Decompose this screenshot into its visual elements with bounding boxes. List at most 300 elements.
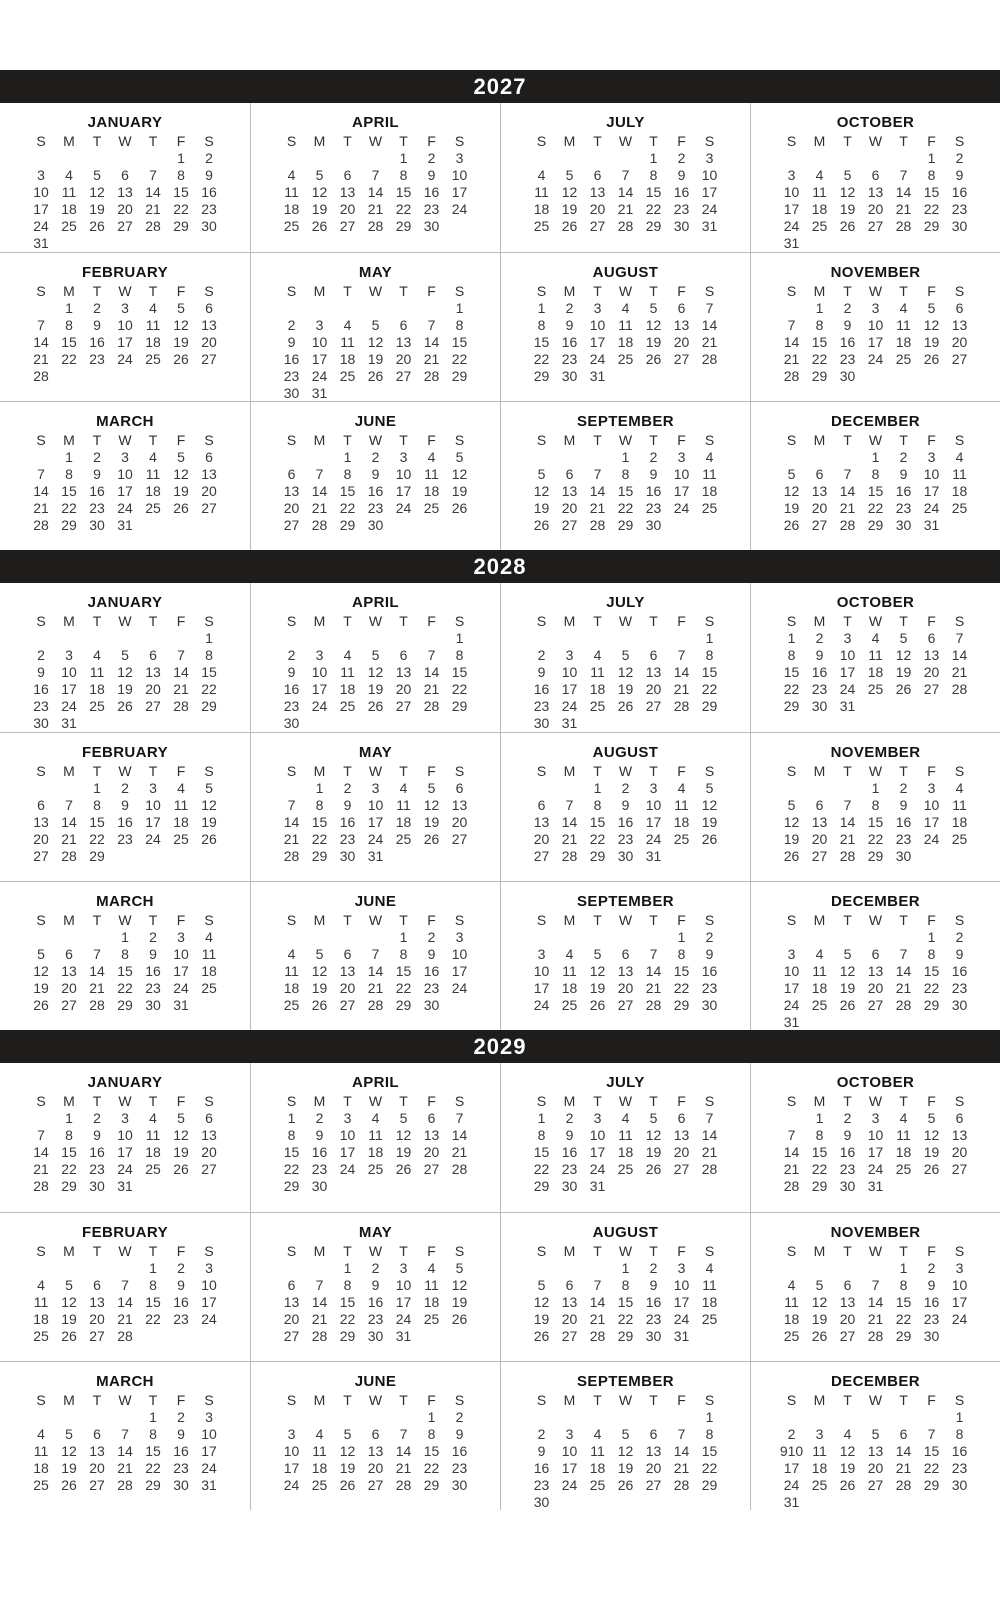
day-cell: 19 bbox=[839, 1460, 856, 1476]
day-cell: 23 bbox=[895, 831, 912, 847]
day-cell: 21 bbox=[145, 201, 161, 217]
day-cell: 7 bbox=[315, 1277, 324, 1293]
day-cell: 8 bbox=[621, 1277, 630, 1293]
day-cell-empty bbox=[696, 715, 724, 732]
day-cell: 30 bbox=[33, 715, 49, 731]
day-cell: 2 bbox=[455, 1409, 464, 1425]
day-cell: 14 bbox=[33, 1144, 49, 1160]
day-cell-empty bbox=[111, 235, 139, 252]
day-cell: 5 bbox=[787, 466, 796, 482]
weekday-header: F bbox=[176, 912, 186, 928]
day-cell: 27 bbox=[367, 1477, 384, 1493]
day-cell: 4 bbox=[899, 1110, 908, 1126]
day-cell: 30 bbox=[923, 1328, 940, 1344]
day-cell: 4 bbox=[37, 1277, 45, 1293]
day-cell: 4 bbox=[93, 647, 101, 663]
day-cell: 9 bbox=[149, 946, 157, 962]
day-cell: 30 bbox=[89, 1178, 105, 1194]
day-cell: 11 bbox=[618, 1127, 633, 1143]
day-cell: 9 bbox=[677, 167, 686, 183]
day-cell: 6 bbox=[343, 167, 352, 183]
weekday-header: F bbox=[427, 133, 436, 149]
day-cell: 5 bbox=[371, 647, 380, 663]
day-cell: 13 bbox=[867, 184, 884, 200]
day-cell-empty bbox=[55, 150, 83, 167]
day-cell: 2 bbox=[177, 1409, 185, 1425]
weekday-header: S bbox=[536, 432, 547, 448]
day-cell: 6 bbox=[815, 466, 824, 482]
day-cell: 23 bbox=[839, 351, 856, 367]
day-cell-empty bbox=[27, 780, 55, 797]
day-cell: 28 bbox=[867, 1328, 884, 1344]
day-cell: 3 bbox=[927, 780, 936, 796]
day-cell: 10 bbox=[201, 1426, 217, 1442]
weekday-header: T bbox=[899, 763, 908, 779]
day-cell-empty bbox=[890, 1409, 918, 1426]
day-cell: 9 bbox=[177, 1277, 185, 1293]
day-cell: 8 bbox=[399, 946, 408, 962]
day-cell: 24 bbox=[451, 201, 468, 217]
day-cell: 7 bbox=[927, 1426, 936, 1442]
day-cell: 11 bbox=[590, 664, 605, 680]
day-cell: 13 bbox=[339, 963, 356, 979]
day-cell: 9 bbox=[565, 317, 574, 333]
day-cell: 8 bbox=[537, 317, 546, 333]
day-cell: 25 bbox=[589, 698, 606, 714]
day-cell-empty bbox=[806, 1409, 834, 1426]
day-cell: 29 bbox=[339, 1328, 356, 1344]
day-cell: 5 bbox=[455, 1260, 464, 1276]
day-cell: 28 bbox=[895, 1477, 912, 1493]
day-cell: 29 bbox=[451, 698, 468, 714]
day-cell: 26 bbox=[367, 698, 384, 714]
day-cell: 21 bbox=[589, 500, 606, 516]
day-cell: 30 bbox=[367, 1328, 384, 1344]
day-cell: 1 bbox=[927, 929, 936, 945]
day-cell: 26 bbox=[173, 500, 189, 516]
day-cell: 12 bbox=[645, 1127, 662, 1143]
day-cell: 12 bbox=[617, 1443, 634, 1459]
day-cell: 13 bbox=[339, 184, 356, 200]
day-cell: 29 bbox=[173, 218, 189, 234]
day-cell: 29 bbox=[283, 1178, 300, 1194]
day-cell: 16 bbox=[533, 681, 550, 697]
day-cell: 1 bbox=[593, 780, 602, 796]
day-cell: 6 bbox=[427, 1110, 436, 1126]
day-cell-empty bbox=[862, 150, 890, 167]
month-title: AUGUST bbox=[592, 264, 659, 281]
day-cell: 22 bbox=[61, 500, 77, 516]
day-cell: 13 bbox=[589, 184, 606, 200]
day-cell: 17 bbox=[311, 681, 328, 697]
year-label: 2028 bbox=[473, 553, 527, 579]
day-cell: 1 bbox=[871, 449, 880, 465]
day-cell: 4 bbox=[815, 946, 824, 962]
day-cell: 26 bbox=[339, 1477, 356, 1493]
day-cell: 28 bbox=[173, 698, 189, 714]
day-cell-empty bbox=[195, 715, 223, 732]
day-cell: 3 bbox=[121, 449, 129, 465]
day-cell: 22 bbox=[339, 1311, 356, 1327]
day-cell: 24 bbox=[645, 831, 662, 847]
day-cell: 5 bbox=[927, 300, 936, 316]
day-cell: 10 bbox=[923, 797, 940, 813]
day-cell: 20 bbox=[201, 334, 217, 350]
day-cell: 19 bbox=[89, 201, 105, 217]
month-title: JUNE bbox=[354, 893, 397, 910]
weekday-header: M bbox=[563, 912, 576, 928]
day-cell: 7 bbox=[121, 1426, 129, 1442]
month-block bbox=[250, 583, 500, 732]
day-cell-empty bbox=[806, 1494, 834, 1511]
day-cell: 12 bbox=[395, 1127, 412, 1143]
day-cell-empty bbox=[306, 630, 334, 647]
day-cell: 9 bbox=[565, 1127, 574, 1143]
day-cell: 22 bbox=[645, 201, 662, 217]
day-cell: 2 bbox=[787, 1426, 796, 1442]
day-cell-empty bbox=[946, 1178, 974, 1195]
weekday-header: T bbox=[649, 613, 658, 629]
day-cell-empty bbox=[278, 150, 306, 167]
weekday-header: S bbox=[704, 1093, 715, 1109]
day-cell-empty bbox=[362, 929, 390, 946]
day-cell: 19 bbox=[423, 814, 440, 830]
day-cell: 29 bbox=[61, 1178, 77, 1194]
day-cell: 29 bbox=[673, 997, 690, 1013]
day-cell: 18 bbox=[61, 201, 77, 217]
day-cell: 21 bbox=[561, 831, 578, 847]
weekday-header: T bbox=[399, 283, 408, 299]
day-cell: 17 bbox=[783, 980, 800, 996]
day-cell-empty bbox=[918, 848, 946, 865]
day-cell: 19 bbox=[311, 201, 328, 217]
day-cell-empty bbox=[55, 1409, 83, 1426]
day-cell-empty bbox=[195, 368, 223, 385]
weekday-header: T bbox=[649, 1243, 658, 1259]
day-cell: 28 bbox=[33, 1178, 49, 1194]
weekday-header: F bbox=[176, 432, 186, 448]
day-cell: 22 bbox=[283, 1161, 300, 1177]
day-cell: 16 bbox=[173, 1294, 189, 1310]
day-cell: 29 bbox=[923, 1477, 940, 1493]
day-cell: 12 bbox=[617, 664, 634, 680]
weekday-header: S bbox=[954, 1392, 965, 1408]
day-cell: 30 bbox=[951, 218, 968, 234]
day-cell: 28 bbox=[589, 1328, 606, 1344]
day-cell: 18 bbox=[867, 664, 884, 680]
day-cell: 4 bbox=[705, 449, 714, 465]
day-cell: 2 bbox=[93, 300, 101, 316]
day-cell-empty bbox=[668, 517, 696, 534]
month-day-grid bbox=[27, 283, 223, 385]
day-cell: 31 bbox=[645, 848, 662, 864]
day-cell: 16 bbox=[645, 483, 662, 499]
day-cell: 2 bbox=[93, 449, 101, 465]
day-cell-empty bbox=[111, 1260, 139, 1277]
day-cell: 5 bbox=[815, 1277, 824, 1293]
day-cell: 27 bbox=[423, 1161, 440, 1177]
day-cell: 16 bbox=[839, 334, 856, 350]
day-cell-empty bbox=[278, 300, 306, 317]
day-cell: 4 bbox=[787, 1277, 796, 1293]
day-cell: 18 bbox=[783, 1311, 800, 1327]
day-cell: 3 bbox=[677, 449, 686, 465]
day-cell-empty bbox=[446, 517, 474, 534]
day-cell: 4 bbox=[149, 1110, 157, 1126]
day-cell: 26 bbox=[783, 517, 800, 533]
day-cell: 17 bbox=[673, 483, 690, 499]
day-cell: 13 bbox=[367, 1443, 384, 1459]
day-cell: 7 bbox=[177, 647, 185, 663]
day-cell: 2 bbox=[649, 449, 658, 465]
day-cell: 11 bbox=[896, 317, 911, 333]
day-cell-empty bbox=[778, 300, 806, 317]
day-cell: 30 bbox=[895, 848, 912, 864]
day-cell: 9 bbox=[843, 1127, 852, 1143]
day-cell: 17 bbox=[923, 483, 940, 499]
day-cell: 9 bbox=[93, 317, 101, 333]
day-cell: 13 bbox=[33, 814, 49, 830]
day-cell-empty bbox=[83, 929, 111, 946]
day-cell: 23 bbox=[283, 368, 300, 384]
day-cell: 30 bbox=[533, 1494, 550, 1510]
day-cell-empty bbox=[362, 1409, 390, 1426]
day-cell: 25 bbox=[533, 218, 550, 234]
weekday-header: S bbox=[286, 283, 297, 299]
month-day-grid bbox=[528, 432, 724, 534]
day-cell-empty bbox=[946, 698, 974, 715]
weekday-header: T bbox=[843, 763, 852, 779]
day-cell-empty bbox=[778, 1409, 806, 1426]
day-cell: 12 bbox=[61, 1294, 77, 1310]
month-block bbox=[250, 401, 500, 550]
day-cell: 19 bbox=[533, 1311, 550, 1327]
day-cell: 8 bbox=[427, 1426, 436, 1442]
weekday-header: T bbox=[843, 1093, 852, 1109]
weekday-header: M bbox=[63, 1093, 75, 1109]
day-cell-empty bbox=[362, 150, 390, 167]
day-cell: 29 bbox=[533, 1178, 550, 1194]
month-day-grid bbox=[278, 432, 474, 534]
day-cell: 5 bbox=[843, 946, 852, 962]
day-cell: 31 bbox=[201, 1477, 217, 1493]
weekday-header: S bbox=[36, 432, 46, 448]
day-cell: 15 bbox=[617, 483, 634, 499]
day-cell: 6 bbox=[899, 1426, 908, 1442]
day-cell: 9 bbox=[899, 797, 908, 813]
day-cell-empty bbox=[556, 780, 584, 797]
month-block bbox=[750, 583, 1000, 732]
day-cell-empty bbox=[918, 1494, 946, 1511]
day-cell: 31 bbox=[701, 218, 718, 234]
day-cell: 31 bbox=[395, 1328, 412, 1344]
day-cell: 26 bbox=[61, 1328, 77, 1344]
day-cell: 1 bbox=[65, 1110, 73, 1126]
day-cell: 17 bbox=[395, 483, 412, 499]
day-cell-empty bbox=[390, 1409, 418, 1426]
weekday-header: T bbox=[343, 1093, 352, 1109]
day-cell: 21 bbox=[451, 1144, 468, 1160]
day-cell: 30 bbox=[673, 218, 690, 234]
weekday-header: T bbox=[843, 912, 852, 928]
day-cell: 27 bbox=[561, 1328, 578, 1344]
day-cell: 24 bbox=[533, 997, 550, 1013]
month-day-grid bbox=[778, 133, 974, 252]
day-cell: 29 bbox=[423, 1477, 440, 1493]
day-cell: 12 bbox=[311, 963, 328, 979]
weekday-header: S bbox=[454, 912, 465, 928]
weekday-header: M bbox=[563, 613, 576, 629]
day-cell: 24 bbox=[923, 831, 940, 847]
day-cell: 14 bbox=[783, 334, 800, 350]
day-cell: 16 bbox=[89, 483, 105, 499]
day-cell: 10 bbox=[33, 184, 49, 200]
day-cell: 24 bbox=[589, 351, 606, 367]
month-day-grid bbox=[27, 912, 223, 1014]
day-cell: 8 bbox=[593, 797, 602, 813]
day-cell-empty bbox=[27, 150, 55, 167]
weekday-header: S bbox=[536, 283, 547, 299]
day-cell: 25 bbox=[201, 980, 217, 996]
day-cell: 24 bbox=[839, 681, 856, 697]
day-cell: 17 bbox=[533, 980, 550, 996]
day-cell: 7 bbox=[399, 1426, 408, 1442]
day-cell: 14 bbox=[673, 664, 690, 680]
day-cell: 9 bbox=[705, 946, 714, 962]
day-cell: 10 bbox=[645, 797, 662, 813]
day-cell: 8 bbox=[343, 466, 352, 482]
day-cell: 29 bbox=[867, 848, 884, 864]
day-cell: 23 bbox=[117, 831, 133, 847]
month-title: NOVEMBER bbox=[830, 744, 921, 761]
day-cell-empty bbox=[528, 929, 556, 946]
day-cell: 13 bbox=[561, 483, 578, 499]
weekday-header: S bbox=[786, 763, 797, 779]
day-cell: 6 bbox=[593, 167, 602, 183]
month-day-grid bbox=[278, 1392, 474, 1494]
day-cell: 22 bbox=[923, 201, 940, 217]
month-day-grid bbox=[528, 912, 724, 1014]
day-cell: 15 bbox=[145, 1443, 161, 1459]
day-cell: 29 bbox=[811, 1178, 828, 1194]
day-cell-empty bbox=[139, 150, 167, 167]
day-cell: 25 bbox=[617, 1161, 634, 1177]
day-cell: 11 bbox=[312, 1443, 327, 1459]
weekday-header: S bbox=[36, 1093, 46, 1109]
day-cell: 4 bbox=[815, 167, 824, 183]
day-cell: 15 bbox=[923, 184, 940, 200]
day-cell: 12 bbox=[117, 664, 133, 680]
day-cell-empty bbox=[556, 1494, 584, 1511]
day-cell: 4 bbox=[343, 317, 352, 333]
day-cell: 26 bbox=[895, 681, 912, 697]
month-day-grid bbox=[278, 133, 474, 235]
day-cell: 7 bbox=[427, 647, 436, 663]
day-cell-empty bbox=[83, 150, 111, 167]
weekday-header: T bbox=[148, 1093, 158, 1109]
day-cell: 6 bbox=[149, 647, 157, 663]
day-cell-empty bbox=[696, 1178, 724, 1195]
weekday-header: W bbox=[618, 1093, 633, 1109]
day-cell: 12 bbox=[895, 647, 912, 663]
day-cell: 28 bbox=[783, 368, 800, 384]
weekday-header: T bbox=[899, 613, 908, 629]
day-cell: 28 bbox=[423, 698, 440, 714]
day-cell: 9 bbox=[621, 797, 630, 813]
day-cell: 28 bbox=[617, 218, 634, 234]
day-cell-empty bbox=[195, 1178, 223, 1195]
day-cell: 6 bbox=[205, 300, 213, 316]
day-cell: 17 bbox=[61, 681, 77, 697]
weekday-header: S bbox=[454, 133, 465, 149]
day-cell: 3 bbox=[315, 317, 324, 333]
day-cell: 14 bbox=[89, 963, 105, 979]
day-cell: 2 bbox=[427, 150, 436, 166]
day-cell: 3 bbox=[371, 780, 380, 796]
month-day-grid bbox=[778, 1243, 974, 1345]
day-cell-empty bbox=[918, 1178, 946, 1195]
weekday-header: M bbox=[813, 912, 826, 928]
weekday-header: S bbox=[704, 613, 715, 629]
day-cell: 7 bbox=[677, 1426, 686, 1442]
weekday-header: S bbox=[536, 912, 547, 928]
weekday-header: W bbox=[868, 613, 883, 629]
day-cell-empty bbox=[27, 449, 55, 466]
day-cell: 27 bbox=[645, 1477, 662, 1493]
month-block bbox=[500, 103, 750, 252]
day-cell: 19 bbox=[923, 1144, 940, 1160]
day-cell: 26 bbox=[451, 1311, 468, 1327]
day-cell: 16 bbox=[951, 184, 968, 200]
day-cell: 6 bbox=[955, 1110, 964, 1126]
day-cell-empty bbox=[446, 1328, 474, 1345]
day-cell: 8 bbox=[705, 647, 714, 663]
weekday-header: W bbox=[868, 283, 883, 299]
weekday-header: F bbox=[677, 133, 686, 149]
day-cell: 5 bbox=[843, 167, 852, 183]
day-cell: 7 bbox=[871, 1277, 880, 1293]
weekday-header: T bbox=[593, 133, 602, 149]
weekday-header: S bbox=[704, 1392, 715, 1408]
day-cell: 24 bbox=[201, 1311, 217, 1327]
weekday-header: T bbox=[399, 763, 408, 779]
day-cell-empty bbox=[890, 235, 918, 252]
day-cell: 29 bbox=[533, 368, 550, 384]
day-cell: 18 bbox=[145, 1144, 161, 1160]
day-cell-empty bbox=[834, 235, 862, 252]
day-cell: 13 bbox=[283, 1294, 300, 1310]
weekday-header: W bbox=[868, 1392, 883, 1408]
day-cell: 5 bbox=[315, 167, 324, 183]
day-cell: 23 bbox=[173, 1460, 189, 1476]
day-cell: 4 bbox=[177, 780, 185, 796]
day-cell: 29 bbox=[89, 848, 105, 864]
day-cell: 11 bbox=[868, 647, 883, 663]
day-cell: 28 bbox=[311, 517, 328, 533]
day-cell: 3 bbox=[315, 647, 324, 663]
day-cell: 12 bbox=[339, 1443, 356, 1459]
day-cell: 18 bbox=[145, 334, 161, 350]
day-cell: 20 bbox=[645, 1460, 662, 1476]
day-cell: 31 bbox=[783, 1014, 800, 1030]
day-cell: 30 bbox=[311, 1178, 328, 1194]
day-cell-empty bbox=[195, 997, 223, 1014]
day-cell: 21 bbox=[701, 1144, 718, 1160]
day-cell: 8 bbox=[93, 797, 101, 813]
weekday-header: M bbox=[313, 1243, 326, 1259]
day-cell: 3 bbox=[677, 1260, 686, 1276]
day-cell-empty bbox=[584, 929, 612, 946]
